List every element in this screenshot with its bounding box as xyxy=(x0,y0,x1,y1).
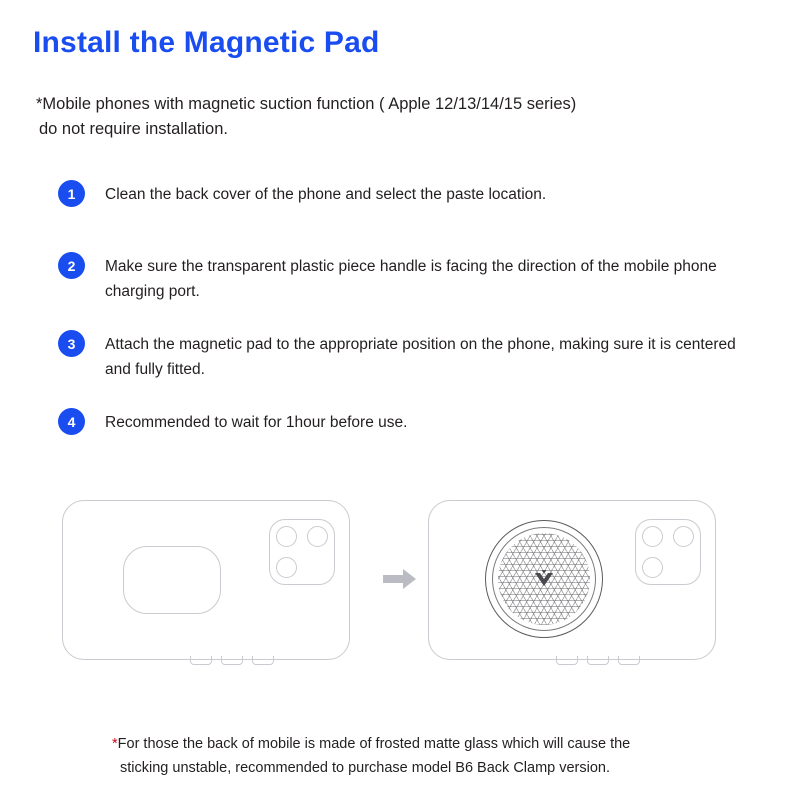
magnetic-pad-icon xyxy=(485,520,603,638)
phone-button xyxy=(618,656,640,665)
camera-module-icon xyxy=(269,519,335,585)
phone-button xyxy=(252,656,274,665)
phone-without-pad-icon xyxy=(62,500,350,660)
footnote-line-2: sticking unstable, recommended to purchase model B6 Back Clamp version. xyxy=(120,760,611,776)
brand-logo-icon xyxy=(531,566,557,592)
step-item xyxy=(58,330,758,382)
camera-lens-icon xyxy=(276,557,297,578)
installation-illustration xyxy=(0,485,800,685)
phone-button xyxy=(556,656,578,665)
camera-lens-icon xyxy=(673,526,694,547)
footnote-line-1: For those the back of mobile is made of frosted matte glass which will cause the xyxy=(117,736,631,752)
camera-lens-icon xyxy=(642,557,663,578)
step-text: Make sure the transparent plastic piece handle is facing the direction of the mobile phone charging port. xyxy=(105,258,717,300)
step-number-badge: 2 xyxy=(58,252,85,279)
step-text: Clean the back cover of the phone and select the paste location. xyxy=(105,186,547,203)
footnote-asterisk: * xyxy=(112,736,118,752)
phone-button xyxy=(190,656,212,665)
step-text: Attach the magnetic pad to the appropriate position on the phone, making sure it is centered and fully fitted. xyxy=(105,336,736,378)
subtitle-note xyxy=(36,92,756,142)
camera-lens-icon xyxy=(642,526,663,547)
phone-with-pad-icon xyxy=(428,500,716,660)
step-number-badge: 3 xyxy=(58,330,85,357)
step-number-badge: 1 xyxy=(58,180,85,207)
subtitle-line-1: *Mobile phones with magnetic suction function ( Apple 12/13/14/15 series) xyxy=(36,95,577,113)
step-item xyxy=(58,252,758,304)
step-item xyxy=(58,408,758,454)
phone-button xyxy=(221,656,243,665)
paste-area-outline xyxy=(123,546,221,614)
camera-module-icon xyxy=(635,519,701,585)
step-number-badge: 4 xyxy=(58,408,85,435)
phone-button xyxy=(587,656,609,665)
steps-list xyxy=(58,180,758,475)
right-arrow-icon xyxy=(383,567,417,591)
phone-bottom-buttons xyxy=(190,656,274,665)
step-item xyxy=(58,180,758,226)
step-text: Recommended to wait for 1hour before use. xyxy=(105,414,408,431)
subtitle-line-2: do not require installation. xyxy=(39,120,228,138)
camera-lens-icon xyxy=(276,526,297,547)
page-title: Install the Magnetic Pad xyxy=(33,26,380,59)
phone-bottom-buttons xyxy=(556,656,640,665)
footnote xyxy=(112,732,732,780)
camera-lens-icon xyxy=(307,526,328,547)
